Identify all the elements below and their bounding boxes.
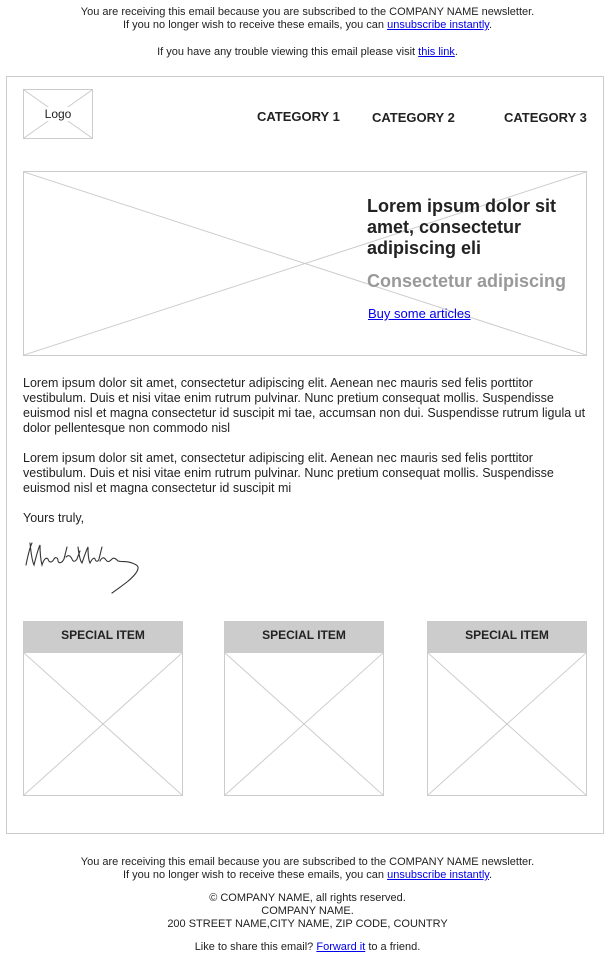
buy-articles-link[interactable]: Buy some articles [368, 306, 471, 321]
logo-label: Logo [42, 107, 74, 121]
footer [0, 856, 615, 954]
forward-link[interactable]: Forward it [316, 941, 366, 953]
footer-unsubscribe-link[interactable]: unsubscribe instantly [387, 869, 489, 881]
preheader-line3: If you have any trouble viewing this email please visit this link. [157, 46, 458, 58]
nav-category-2[interactable]: CATEGORY 2 [372, 110, 455, 125]
footer-line1: You are receiving this email because you are subscribed to the COMPANY NAME newsletter. [80, 856, 535, 868]
nav-category-3[interactable]: CATEGORY 3 [504, 110, 587, 125]
special-item-3[interactable] [427, 621, 587, 796]
signature-icon [22, 535, 142, 595]
preheader-line2: If you no longer wish to receive these emails, you can unsubscribe instantly. [122, 19, 493, 31]
company-address: 200 STREET NAME,CITY NAME, ZIP CODE, COUNTRY [167, 918, 448, 930]
view-online-link[interactable]: this link [418, 46, 455, 58]
image-placeholder-icon [428, 653, 586, 795]
body-paragraph-1: Lorem ipsum dolor sit amet, consectetur adipiscing elit. Aenean nec mauris sed felis porttitor vestibulum. Duis et nisi vitae enim rutrum pulvinar. Nunc pretium consequat mollis. Suspendisse euismod nisl et magna consectetur id suscipit mi tae, accumsan non dui. Suspendisse rutrum ligula ut dolor pellentesque non commodo nisl [23, 376, 586, 435]
preheader [0, 6, 615, 59]
special-item-1[interactable] [23, 621, 183, 796]
preheader-line1: You are receiving this email because you are subscribed to the COMPANY NAME newsletter. [80, 6, 535, 18]
image-placeholder-icon [24, 653, 182, 795]
image-placeholder-icon [225, 653, 383, 795]
special-item-image [427, 652, 587, 796]
footer-line2: If you no longer wish to receive these emails, you can unsubscribe instantly. [122, 869, 493, 881]
special-item-title: SPECIAL ITEM [23, 621, 183, 652]
special-item-image [23, 652, 183, 796]
closing-text: Yours truly, [23, 511, 85, 525]
special-item-2[interactable] [224, 621, 384, 796]
special-item-title: SPECIAL ITEM [224, 621, 384, 652]
share-line: Like to share this email? Forward it to a friend. [194, 941, 421, 953]
company-name: COMPANY NAME. [261, 905, 354, 917]
special-item-image [224, 652, 384, 796]
hero-subheadline: Consectetur adipiscing [367, 271, 567, 291]
special-item-title: SPECIAL ITEM [427, 621, 587, 652]
logo[interactable] [23, 89, 93, 139]
hero-headline: Lorem ipsum dolor sit amet, consectetur adipiscing eli [367, 196, 557, 258]
copyright-text: © COMPANY NAME, all rights reserved. [209, 892, 406, 904]
nav-category-1[interactable]: CATEGORY 1 [257, 109, 340, 124]
body-paragraph-2: Lorem ipsum dolor sit amet, consectetur adipiscing elit. Aenean nec mauris sed felis porttitor vestibulum. Duis et nisi vitae enim rutrum pulvinar. Nunc pretium consequat mollis. Suspendisse euismod nisl et magna consectetur id suscipit mi [23, 451, 554, 495]
unsubscribe-link[interactable]: unsubscribe instantly [387, 19, 489, 31]
